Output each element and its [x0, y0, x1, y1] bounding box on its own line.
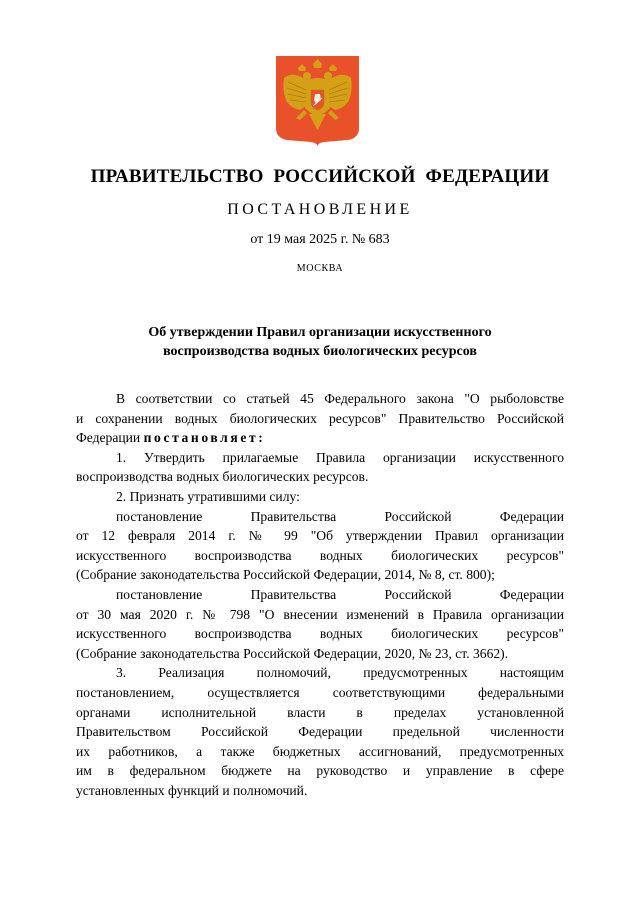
item-3-line: Правительством Российской Федерации предельной численности [76, 724, 564, 740]
subject-line: воспроизводства водных биологических ресурсов [163, 344, 477, 359]
preamble-line: В соответствии со статьей 45 Федерального закона "О рыболовстве [116, 391, 564, 406]
preamble-text: Федерации [76, 430, 144, 446]
preamble-line: и сохранении водных биологических ресурсов" Правительство Российской [76, 410, 564, 426]
item-3-line: органами исполнительной власти в пределах установленной [76, 704, 564, 720]
item-1-line: воспроизводства водных биологических ресурсов. [76, 469, 369, 485]
government-title: ПРАВИТЕЛЬСТВО РОССИЙСКОЙ ФЕДЕРАЦИИ [90, 166, 550, 187]
item-3-line: их работников, а также бюджетных ассигнований, предусмотренных [76, 743, 564, 759]
preamble-line [76, 428, 564, 448]
document-date-number: от 19 мая 2025 г. № 683 [250, 232, 390, 247]
item-3-line: постановлением, осуществляется соответствующими федеральными [76, 684, 564, 700]
item-1-line: 1. Утвердить прилагаемые Правила организации искусственного [116, 449, 564, 465]
item-2-line: 2. Признать утратившими силу: [116, 488, 300, 504]
repealed-act-1-line: от 12 февраля 2014 г. № 99 "Об утверждении Правил организации [76, 528, 564, 544]
repealed-act-1-line: (Собрание законодательства Российской Федерации, 2014, № 8, ст. 800); [76, 567, 495, 583]
repealed-act-1-line: искусственного воспроизводства водных биологических ресурсов" [76, 547, 564, 563]
document-body [76, 389, 564, 800]
repealed-act-2-line: (Собрание законодательства Российской Федерации, 2020, № 23, ст. 3662). [76, 645, 509, 661]
repealed-act-2-line: от 30 мая 2020 г. № 798 "О внесении изменений в Правила организации [76, 606, 564, 622]
item-3-line: им в федеральном бюджете на руководство и управление в сфере [76, 763, 564, 779]
subject-line: Об утверждении Правил организации искусственного [148, 325, 492, 340]
item-3-line: 3. Реализация полномочий, предусмотренных настоящим [116, 665, 564, 681]
russian-coat-of-arms-icon [276, 56, 359, 146]
document-city: МОСКВА [296, 263, 344, 274]
document-type: ПОСТАНОВЛЕНИЕ [227, 201, 413, 218]
repealed-act-1-line: постановление Правительства Российской Федерации [116, 508, 564, 524]
item-3-line: установленных функций и полномочий. [76, 782, 308, 798]
decree-keyword: постановляет: [143, 430, 266, 446]
document-subject [100, 323, 540, 361]
repealed-act-2-line: постановление Правительства Российской Федерации [116, 586, 564, 602]
repealed-act-2-line: искусственного воспроизводства водных биологических ресурсов" [76, 626, 564, 642]
